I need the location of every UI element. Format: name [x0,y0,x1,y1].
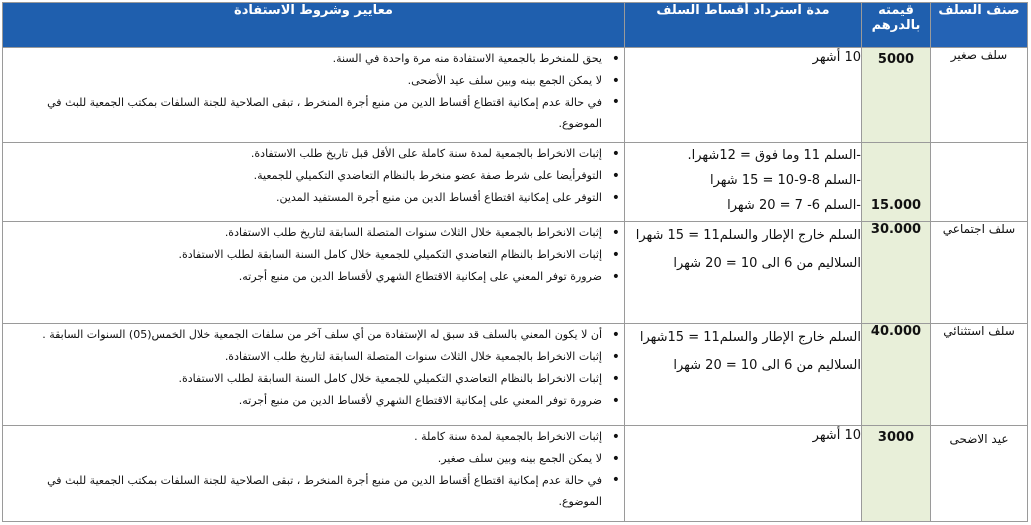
table-row [3,48,1028,143]
criteria-item: • في حالة عدم إمكانية اقتطاع أقساط الدين من منبع أجرة المنخرط ، تبقى الصلاحية للجنة السلفات بمكتب الجمعية للبث في الموضوع. [3,92,602,134]
table-row [3,143,1028,222]
value-cell: 15.000 [862,143,931,222]
category-cell: عيد الاضحى [931,426,1028,522]
criteria-item: • التوفرأيضا على شرط صفة عضو منخرط بالنظام التعاضدي التكميلي للجمعية. [3,165,602,187]
criteria-item: • التوفر على إمكانية اقتطاع أقساط الدين من منبع أجرة المستفيد المدين. [3,187,602,209]
criteria-cell [3,143,625,222]
category-cell: سلف اجتماعي [931,222,1028,324]
value-cell: 40.000 [862,324,931,426]
criteria-item: • إثبات الانخراط بالجمعية خلال الثلاث سنوات المتصلة السابقة لتاريخ طلب الاستفادة. [3,346,602,368]
criteria-item: • إثبات الانخراط بالجمعية خلال الثلاث سنوات المتصلة السابقة لتاريخ طلب الاستفادة. [3,222,602,244]
criteria-item: • في حالة عدم إمكانية اقتطاع أقساط الدين من منبع أجرة المنخرط ، تبقى الصلاحية للجنة السلفات بمكتب الجمعية للبث في الموضوع. [3,470,602,512]
period-line: -السلم 6- 7 = 20 شهرا [727,198,861,213]
criteria-item: • إثبات الانخراط بالنظام التعاضدي التكميلي للجمعية خلال كامل السنة السابقة لطلب الاستفادة. [3,244,602,266]
period-line: السلاليم من 6 الى 10 = 20 شهرا [673,358,861,373]
header-criteria: معايير وشروط الاستفادة [3,3,625,48]
value-cell: 5000 [862,48,931,143]
criteria-item: • أن لا يكون المعني بالسلف قد سبق له الإستفادة من أي سلف آخر من سلفات الجمعية خلال الخمس(05) السنوات السابقة . [3,324,602,346]
criteria-item: • ضرورة توفر المعني على إمكانية الاقتطاع الشهري لأقساط الدين من منبع أجرته. [3,390,602,412]
value-cell: 30.000 [862,222,931,324]
criteria-item: • لا يمكن الجمع بينه وبين سلف عيد الأضحى. [3,70,602,92]
criteria-item: • إثبات الانخراط بالجمعية لمدة سنة كاملة . [3,426,602,448]
period-line: 10 أشهر [812,428,861,443]
period-line: -السلم 11 وما فوق = 12شهرا. [687,148,861,163]
criteria-item: • إثبات الانخراط بالنظام التعاضدي التكميلي للجمعية خلال كامل السنة السابقة لطلب الاستفادة. [3,368,602,390]
criteria-item: • إثبات الانخراط بالجمعية لمدة سنة كاملة على الأقل قبل تاريخ طلب الاستفادة. [3,143,602,165]
table-row [3,324,1028,426]
period-cell [625,426,862,522]
period-cell [625,324,862,426]
period-line: السلم خارج الإطار والسلم11 = 15شهرا [639,330,861,345]
category-cell [931,143,1028,222]
criteria-item: • ضرورة توفر المعني على إمكانية الاقتطاع الشهري لأقساط الدين من منبع أجرته. [3,266,602,288]
period-cell [625,222,862,324]
criteria-item: • لا يمكن الجمع بينه وبين سلف صغير. [3,448,602,470]
table-header-row [3,3,1028,48]
period-cell [625,48,862,143]
category-cell: سلف صغير [931,48,1028,143]
table-row [3,222,1028,324]
table-row [3,426,1028,522]
period-line: السلاليم من 6 الى 10 = 20 شهرا [673,256,861,271]
period-line: السلم خارج الإطار والسلم11 = 15 شهرا [635,228,861,243]
criteria-cell [3,324,625,426]
criteria-item: • يحق للمنخرط بالجمعية الاستفادة منه مرة واحدة في السنة. [3,48,602,70]
loans-table [2,2,1028,522]
header-value: قيمته بالدرهم [862,3,931,48]
value-cell: 3000 [862,426,931,522]
period-line: -السلم 8-9-10 = 15 شهرا [710,173,861,188]
period-line: 10 أشهر [812,50,861,65]
period-cell [625,143,862,222]
header-category: صنف السلف [931,3,1028,48]
header-period: مدة استرداد أقساط السلف [625,3,862,48]
criteria-cell [3,48,625,143]
category-cell: سلف استثنائي [931,324,1028,426]
criteria-cell [3,222,625,324]
criteria-cell [3,426,625,522]
